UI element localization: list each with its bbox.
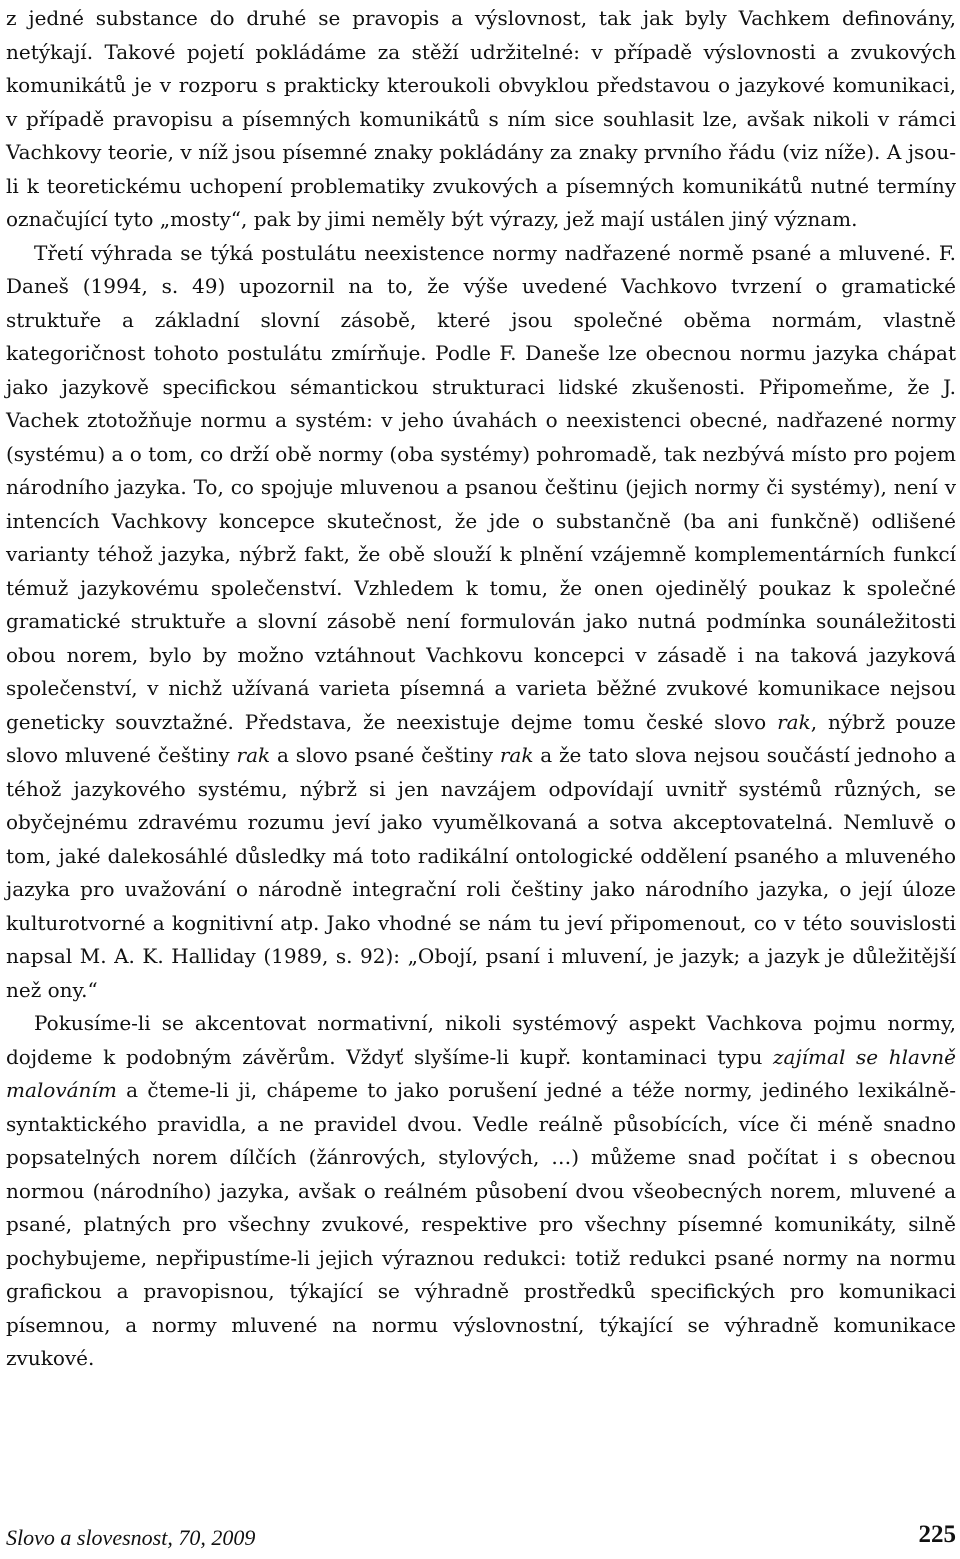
body-text: [6, 2, 956, 1376]
text-run: a že tato slova nejsou součástí jednoho a téhož jazykového systému, nýbrž si jen navzájem odpovídají uvnitř systémů různých, se obyčejnému zdravému rozumu jeví jako vyumělkovaná a sotva akceptovatelná. Nemluvě o tom, jaké dalekosáhlé důsledky má toto radikální ontologické oddělení psaného a mluveného jazyka pro uvažování o národně integrační roli češtiny jako národního jazyka, o její úloze kulturotvorné a kognitivní atp. Jako vhodné se nám tu jeví připomenout, co v této souvislosti napsal M. A. K. Halliday (1989, s. 92): „Obojí, psaní i mluvení, je jazyk; a jazyk je důležitější než ony.“: [6, 743, 956, 1002]
paragraph-1: [6, 2, 956, 237]
paragraph-3: [6, 1007, 956, 1376]
text-run: Pokusíme-li se akcentovat normativní, nikoli systémový aspekt Vachkova pojmu normy, dojdeme k podobným závěrům. Vždyť slyšíme-li kupř. kontaminaci typu: [6, 1011, 956, 1069]
italic-term: zajímal se hlavně malováním: [6, 1044, 956, 1102]
italic-term: rak: [236, 743, 271, 767]
text-run: Třetí výhrada se týká postulátu neexistence normy nadřazené normě psané a mluvené. F. Daneš (1994, s. 49) upozornil na to, že výše uvedené Vachkovo tvrzení o gramatické struktuře a základní slovní zásobě, které jsou společné oběma normám, vlastně kategoričnost tohoto postulátu zmírňuje. Podle F. Daneše lze obecnou normu jazyka chápat jako jazykově specifickou sémantickou strukturaci lidské zkušenosti. Připomeňme, že J. Vachek ztotožňuje normu a systém: v jeho úvahách o neexistenci obecné, nadřazené normy (systému) a o tom, co drží obě normy (oba systémy) pohromadě, tak nezbývá místo pro pojem národního jazyka. To, co spojuje mluvenou a psanou češtinu (jejich normy či systémy), není v intencích Vachkovy koncepce skutečnost, že jde o substančně (ba ani funkčně) odlišené varianty téhož jazyka, nýbrž fakt, že obě slouží k plnění vzájemně komplementárních funkcí témuž jazykovému společenství. Vzhledem k tomu, že onen ojedinělý poukaz k společné gramatické struktuře a slovní zásobě není formulován jako nutná podmínka sounáležitosti obou norem, bylo by možno vztáhnout Vachkovu koncepci v zásadě i na taková jazyková společenství, v nichž užívaná varieta písemná a varieta běžné zvukové komunikace nejsou geneticky souvztažné. Představa, že neexistuje dejme tomu české slovo: [6, 240, 956, 734]
text-run: a slovo psané češtiny: [270, 743, 500, 767]
page-number: 225: [918, 1521, 956, 1548]
page-footer: [6, 1521, 956, 1553]
paragraph-2: [6, 237, 956, 1008]
italic-term: rak: [499, 743, 534, 767]
text-run: , nýbrž pouze slovo mluvené češtiny: [6, 709, 957, 767]
text-run: z jedné substance do druhé se pravopis a výslovnost, tak jak byly Vachkem definovány, netýkají. Takové pojetí pokládáme za stěží udržitelné: v případě výslovnosti a zvukových komunikátů je v rozporu s prakticky kteroukoli obvyklou představou o jazykové komunikaci, v případě pravopisu a písemných komunikátů s ním sice souhlasit lze, avšak nikoli v rámci Vachkovy teorie, v níž jsou písemné znaky pokládány za znaky prvního řádu (viz níže). A jsou-li k teoretickému uchopení problematiky zvukových a písemných komunikátů nutné termíny označující tyto „mosty“, pak by jimi neměly být výrazy, jež mají ustálen jiný význam.: [6, 6, 956, 231]
text-run: a čteme-li ji, chápeme to jako porušení jedné a téže normy, jediného lexikálně-syntaktického pravidla, a ne pravidel dvou. Vedle reálně působících, více či méně snadno popsatelných norem dílčích (žánrových, stylových, …) můžeme snad počítat i s obecnou normou (národního) jazyka, avšak o reálném působení dvou všeobecných norem, mluvené a psané, platných pro všechny zvukové, respektive pro všechny písemné komunikáty, silně pochybujeme, nepřipustíme-li jejich výraznou redukci: totiž redukci psané normy na normu grafickou a pravopisnou, týkající se výhradně prostředků specifických pro komunikaci písemnou, a normy mluvené na normu výslovnostní, týkající se výhradně komunikace zvukové.: [6, 1078, 956, 1370]
italic-term: rak: [777, 709, 811, 734]
document-page: [6, 0, 956, 1559]
journal-citation: Slovo a slovesnost, 70, 2009: [6, 1525, 256, 1550]
